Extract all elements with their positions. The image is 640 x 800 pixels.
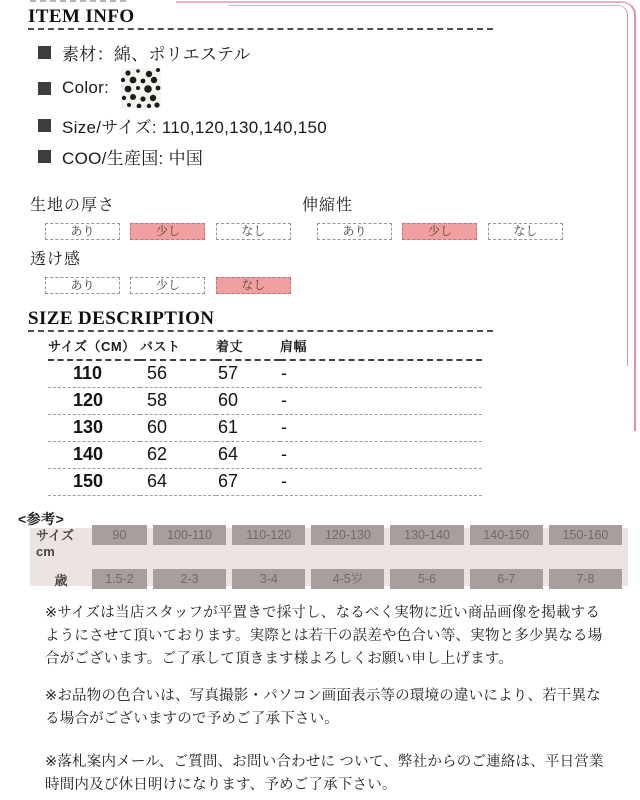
- item-info-underline: [28, 28, 493, 30]
- bullet-square-icon: [38, 150, 51, 163]
- size-table-cell: 58: [140, 388, 216, 415]
- size-table-cell: -: [280, 388, 482, 415]
- reference-table: [30, 528, 628, 586]
- note-paragraph: ※お品物の色合いは、写真撮影・パソコン画面表示等の環境の違いにより、若干異なる場合がございますので予めご了承下さい。: [45, 688, 601, 727]
- rating-option: 少し: [402, 223, 477, 240]
- size-table-cell: 120: [48, 388, 140, 415]
- size-table-row: [48, 388, 482, 415]
- rating-option: あり: [317, 223, 392, 240]
- rating-group-sheerness: [30, 246, 297, 295]
- reference-row-header: 歳: [54, 572, 68, 588]
- rating-group-label: 透け感: [30, 251, 82, 268]
- reference-row-header: サイズcm: [36, 528, 74, 559]
- color-row: [38, 68, 161, 108]
- size-table-cell: -: [280, 442, 482, 469]
- reference-cell: 2-3: [153, 569, 226, 589]
- size-table-cell: 110: [48, 360, 140, 388]
- rating-option: あり: [45, 223, 120, 240]
- color-label: Color:: [62, 78, 110, 97]
- size-table: [48, 336, 482, 496]
- size-table-cell: 150: [48, 469, 140, 496]
- rating-option: 少し: [130, 277, 205, 294]
- size-table-cell: 64: [216, 442, 280, 469]
- size-description-underline: [28, 330, 493, 332]
- size-table-cell: -: [280, 469, 482, 496]
- size-description-title: SIZE DESCRIPTION: [28, 308, 215, 329]
- reference-cell: 3-4: [232, 569, 305, 589]
- size-table-cell: 61: [216, 415, 280, 442]
- size-table-cell: 64: [140, 469, 216, 496]
- size-table-header-row: [48, 336, 482, 360]
- size-table-cell: 60: [140, 415, 216, 442]
- reference-cell: 7-8: [549, 569, 622, 589]
- rating-options: [45, 277, 297, 295]
- rating-group-label: 伸縮性: [302, 197, 354, 214]
- reference-cell: 140-150: [470, 525, 543, 545]
- material-row: [38, 42, 251, 62]
- bullet-square-icon: [38, 119, 51, 132]
- rating-options: [45, 223, 297, 241]
- size-table-cell: 130: [48, 415, 140, 442]
- reference-cell: 1.5-2: [92, 569, 147, 589]
- rating-option: なし: [488, 223, 563, 240]
- size-table-cell: 62: [140, 442, 216, 469]
- rating-group-stretch: [302, 192, 569, 241]
- rating-group-label: 生地の厚さ: [30, 197, 116, 214]
- color-swatch-image: [121, 68, 161, 108]
- top-dashed-remnant: [30, 0, 126, 2]
- size-table-header-cell: 着丈: [216, 336, 280, 360]
- reference-cell: 110-120: [232, 525, 305, 545]
- size-table-header-cell: バスト: [140, 336, 216, 360]
- size-table-cell: 60: [216, 388, 280, 415]
- rating-option: 少し: [130, 223, 205, 240]
- size-table-cell: 56: [140, 360, 216, 388]
- size-table-cell: 67: [216, 469, 280, 496]
- size-label: Size/サイズ: 110,120,130,140,150: [62, 117, 328, 137]
- size-row: [38, 115, 327, 135]
- size-table-row: [48, 415, 482, 442]
- reference-label: <参考>: [18, 511, 65, 527]
- rating-option: あり: [45, 277, 120, 294]
- size-table-cell: -: [280, 360, 482, 388]
- size-table-cell: 57: [216, 360, 280, 388]
- size-table-row: [48, 360, 482, 388]
- reference-cell: 6-7: [470, 569, 543, 589]
- size-table-cell: 140: [48, 442, 140, 469]
- rating-options: [317, 223, 569, 241]
- reference-cell: 120-130: [311, 525, 384, 545]
- bullet-square-icon: [38, 82, 51, 95]
- reference-cell: 5-6: [390, 569, 463, 589]
- size-table-header-cell: 肩幅: [280, 336, 482, 360]
- size-table-header-cell: サイズ（CM）: [48, 336, 140, 360]
- size-table-row: [48, 442, 482, 469]
- reference-cell: 130-140: [390, 525, 463, 545]
- material-label: 素材：綿、ポリエステル: [62, 44, 251, 64]
- size-table-cell: -: [280, 415, 482, 442]
- note-paragraph: ※落札案内メール、ご質問、お問い合わせに ついて、弊社からのご連絡は、平日営業時間内及び休日明けになります、予めご了承下さい。: [45, 754, 604, 793]
- reference-cell: 150-160: [549, 525, 622, 545]
- coo-label: COO/生産国: 中国: [62, 148, 204, 168]
- rating-option: なし: [216, 223, 291, 240]
- rating-option: なし: [216, 277, 291, 294]
- decorative-border-inner: [228, 5, 628, 366]
- rating-group-thickness: [30, 192, 297, 241]
- size-table-row: [48, 469, 482, 496]
- reference-cell: 4-5岁: [311, 569, 384, 589]
- reference-cell: 100-110: [153, 525, 226, 545]
- note-paragraph: ※サイズは当店スタッフが平置きで採寸し、なるべく実物に近い商品画像を掲載するようにさせて頂いております。実際とは若干の誤差や色合い等、実物と多少異なる場合がございます。ご了承して頂きます様よろしくお願い申し上げます。: [45, 605, 603, 667]
- reference-cell: 90: [92, 525, 147, 545]
- item-info-title: ITEM INFO: [28, 6, 135, 27]
- bullet-square-icon: [38, 46, 51, 59]
- coo-row: [38, 146, 203, 166]
